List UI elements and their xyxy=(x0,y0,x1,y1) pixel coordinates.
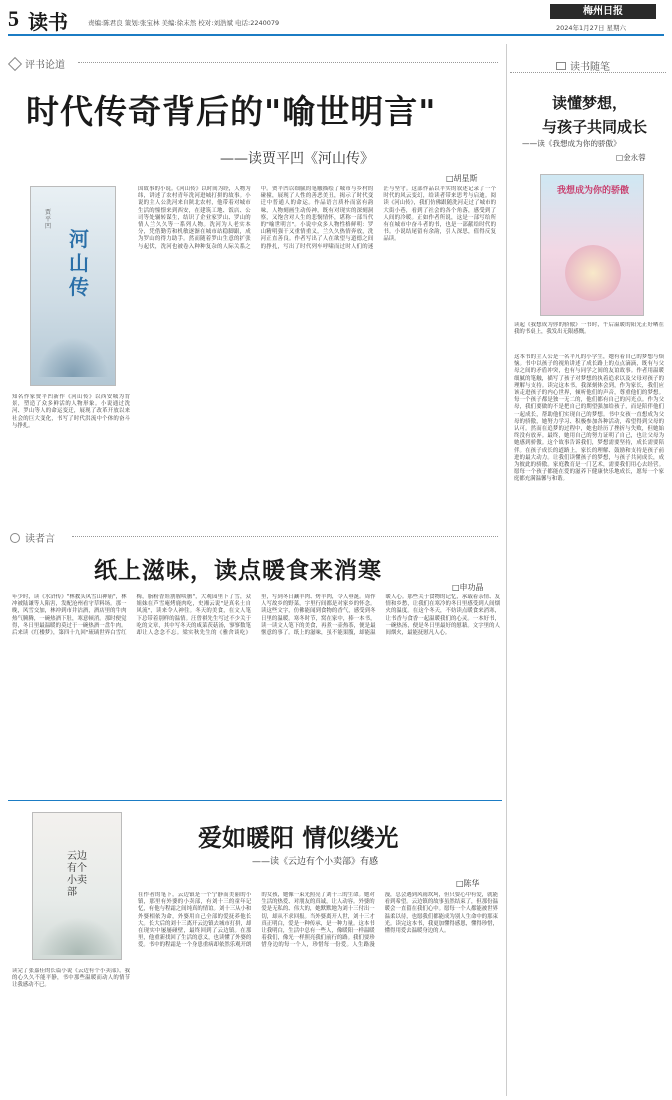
article-2-body: 这本书的主人公是一名平凡的小学生，她有着自己的梦想与烦恼。书中以孩子的视角讲述了成长路上的点点滴滴，既有与父母之间的矛盾冲突，也有与同学之间的友谊故事。作者用温暖细腻的笔触，描写了孩子对梦想的执着追求以及父母对孩子的理解与支持。读完这本书，我深刻体会到，作为家长，我们应该走进孩子的内心世界，倾听他们的声音，尊重他们的梦想。每一个孩子都是独一无二的，他们都有自己的闪光点。作为父母，我们要做的不是把自己的期望强加给孩子，而是陪伴他们一起成长，帮助他们实现自己的梦想。书中女孩一直想成为父母的骄傲，她努力学习、积极参加各种活动，希望得到父母的认可。然而在追梦的过程中，她也经历了挫折与失败，但她始终没有放弃。最终，她用自己的努力证明了自己，也让父母为她感到骄傲。这个故事告诉我们，梦想需要坚持，成长需要陪伴。在孩子成长的道路上，家长的理解、鼓励和支持是孩子前进的最大动力。让我们读懂孩子的梦想，与孩子共同成长，成为彼此的骄傲。家庭教育是一门艺术，需要我们用心去经营。愿每一个孩子都能在爱的滋养下健康快乐地成长，愿每一个家庭都充满温馨与和谐。 xyxy=(514,354,664,483)
article-1-subtitle: ——读贾平凹《河山传》 xyxy=(220,151,374,167)
divider xyxy=(78,62,498,63)
article-1-intro: 知名作家贾平凹新作《河山传》以西安城为背景，塑造了众多鲜活的人物形象。小说通过洗河、罗山等人的命运变迁，展现了改革开放以来社会的巨大变化，书写了时代洪流中个体的奋斗与挣扎。 xyxy=(12,394,130,429)
article-4-subtitle: ——读《云边有个小卖部》有感 xyxy=(252,857,379,867)
article-4-body: 在作者的笔下，云边镇是一个宁静而美丽的小镇，那里有外婆的小卖部，有刘十三的童年记忆，有他与程霜之间纯真的情谊。刘十三从小和外婆相依为命，外婆用自己全部的爱抚养他长大。长大后的刘十三离开云边镇去城市打拼，却在现实中屡屡碰壁，最终回到了云边镇。在那里，他重新找回了生活的意义，也读懂了外婆的爱。书中的程霜是一个身患重病却依然乐观开朗的女孩，她像一束光照亮了刘十三的生命。她对生活的热爱、对朋友的真诚，让人动容。外婆的爱是无私的、伟大的，她默默地为刘十三付出一切，却从不求回报。当外婆离开人世，刘十三才真正明白，爱是一种传承，是一种力量。这本书让我明白，生活中总有一些人，像暖阳一样温暖着我们，像光一样照亮我们前行的路。我们要珍惜身边的每一个人，珍惜每一份爱。人生路漫漫，总会遇到风雨坎坷，但只要心中有爱，就能看到希望。云边镇的故事虽然结束了，但那份温暖会一直留在我们心中。愿每一个人都能被世界温柔以待，也愿我们都能成为别人生命中的那束光。读完这本书，我更加懂得感恩，懂得珍惜，懂得用爱去温暖身边的人。 xyxy=(138,892,498,949)
cover-children-art xyxy=(565,245,621,301)
editor-credits: 责编:陈君良 策划:张宝林 美编:徐末然 校对:刘浩斌 电话:2240079 xyxy=(88,19,280,27)
cover-mountain-art xyxy=(37,337,109,377)
header-rule xyxy=(8,34,664,36)
paper-name: 梅州日报 xyxy=(583,6,623,17)
section-rule xyxy=(8,800,502,801)
divider xyxy=(72,536,498,537)
section-title: 读书 xyxy=(28,12,68,34)
article-2-author: □金永蓉 xyxy=(616,153,646,162)
column-separator xyxy=(506,44,507,1096)
book-cover-image xyxy=(540,174,644,316)
article-2 xyxy=(510,56,666,1096)
article-1-title: 时代传奇背后的"喻世明言" xyxy=(26,92,437,131)
article-2-tag xyxy=(556,58,610,73)
article-2-title-line1: 读懂梦想， xyxy=(552,94,628,112)
article-2-tag-text: 读书随笔 xyxy=(570,62,610,73)
book-cover-title: 云边有个小卖部 xyxy=(67,851,87,898)
article-1-body: 国故事的小说。《河山传》以时间为经，人物为纬，讲述了农村青年洗河进城打拼的故事。小说的主人公洗河来自陕北农村，他带着对城市生活的憧憬来到西安，在建筑工地、饭店、公司等处辗转谋生，结识了企业家罗山、罗山的情人兰久久等一系列人物。洗河为人老实本分，凭借勤劳和机敏逐渐在城市站稳脚跟，成为罗山的得力助手。然而随着罗山生意的扩张与起伏，洗河也被卷入种种复杂的人际关系之中。贾平凹以细腻的笔触描绘了城市与乡村的碰撞，展现了人性的善恶美丑，揭示了时代变迁中普通人的命运。作品语言质朴而富有韵味，人物刻画生动传神，既有对现实的深刻洞察，又饱含对人生的悲悯情怀，堪称一部当代的"喻世明言"。小说中众多人物性格鲜明：罗山精明强干又重情重义，兰久久热情奔放，洗河正直善良。作者写出了人在欲望与道德之间的挣扎，写出了时代列车呼啸而过时人们的迷茫与坚守。这部作品以平实的叙述记录了一个时代的风云变幻，给读者带来思考与启迪。阅读《河山传》，我们仿佛跟随洗河走过了城市的大街小巷，看到了社会的各个角落，感受到了人间的冷暖。正如作者所说，这是一部写给所有在城市中奋斗者的书，也是一部献给时代的书。小说结尾留有余韵，引人深思，值得反复品读。 xyxy=(138,186,496,250)
page-header xyxy=(8,4,664,34)
article-2-title-line2: 与孩子共同成长 xyxy=(542,118,648,136)
book-cover-image xyxy=(32,812,122,960)
article-4-caption: 读完了张嘉佳的长篇小说《云边有个小卖部》，我的心久久不能平静，书中那些温暖而动人的情节让我感动不已。 xyxy=(12,968,130,989)
article-2-subtitle: ——读《我想成为你的骄傲》 xyxy=(522,139,621,148)
cover-mountain-art xyxy=(37,917,119,955)
paper-logo xyxy=(550,4,656,19)
article-3-body: 年少时，读《水浒传》"林教头风雪山神庙"，林冲被陆谦等人陷害，发配沧州看守草料场。那一晚，风雪交加，林冲到市井沽酒，酒店里的牛肉热气腾腾，一碗热酒下肚，寒意顿消。那时便觉得，冬日里最温暖的莫过于一碗热酒一盘牛肉。后来读《红楼梦》，第四十九回"琉璃世界白雪红梅，脂粉香娃割腥啖膻"，大观园里下了雪，众姐妹在芦雪庵烤鹿肉吃，史湘云说"是真名士自风流"，读来令人神往。冬天的美食，在文人笔下总带着别样的温情。汪曾祺先生写过不少关于吃的文章，其中写冬天的咸菜茨菇汤，寥寥数笔却让人念念不忘。梁实秋先生的《雅舍谈吃》里，写到冬日涮羊肉、烤羊肉，令人垂涎。周作人写故乡的野菜，字里行间都是对家乡的怀念。读这些文字，仿佛能闻到食物的香气，感受到冬日里的温暖。寒冬时节，窝在家中，捧一本书，读一读文人笔下的美食，再煮一壶热茶，便是最惬意的事了。纸上的滋味，虽不能果腹，却能温暖人心。那些关于食物的记忆，承载着亲情、友情和乡愁，让我们在寒冷的冬日里感受到人间烟火的温度。在这个冬天，不妨读点暖食来消寒，让书香与食香一起温暖我们的心灵。一本好书，一碗热汤，便是冬日里最好的慰藉。文字里的人间烟火，最能抚慰凡人心。 xyxy=(12,594,500,637)
pen-icon xyxy=(8,56,22,70)
article-4-author: □陈华 xyxy=(456,879,480,888)
issue-date: 2024年1月27日 星期六 xyxy=(556,24,627,32)
book-cover-image xyxy=(30,186,116,386)
article-3-tag xyxy=(10,530,55,545)
article-3-tag-text: 读者言 xyxy=(25,534,55,545)
page-number: 5 xyxy=(8,6,19,31)
article-1 xyxy=(8,56,502,526)
article-4 xyxy=(8,806,502,1096)
article-1-tag-text: 评书论道 xyxy=(25,60,65,71)
article-2-caption: 读起《我想成为你的骄傲》一书时，午后温暖的阳光正好晒在我的书桌上，我发出无限感慨。 xyxy=(514,322,664,336)
article-3 xyxy=(8,530,502,800)
article-4-title: 爱如暖阳 情似缕光 xyxy=(198,823,399,852)
book-cover-author: 贾平凹 xyxy=(45,209,52,230)
quote-icon xyxy=(10,533,20,543)
article-1-author: □胡星斯 xyxy=(446,174,478,183)
divider xyxy=(510,72,666,73)
book-cover-title: 河山传 xyxy=(69,227,89,299)
book-icon xyxy=(556,62,566,70)
article-1-tag xyxy=(10,56,65,71)
book-cover-title: 我想成为你的骄傲 xyxy=(556,186,629,196)
article-3-author: □申功晶 xyxy=(452,583,484,592)
article-3-title: 纸上滋味，读点暖食来消寒 xyxy=(94,558,382,584)
